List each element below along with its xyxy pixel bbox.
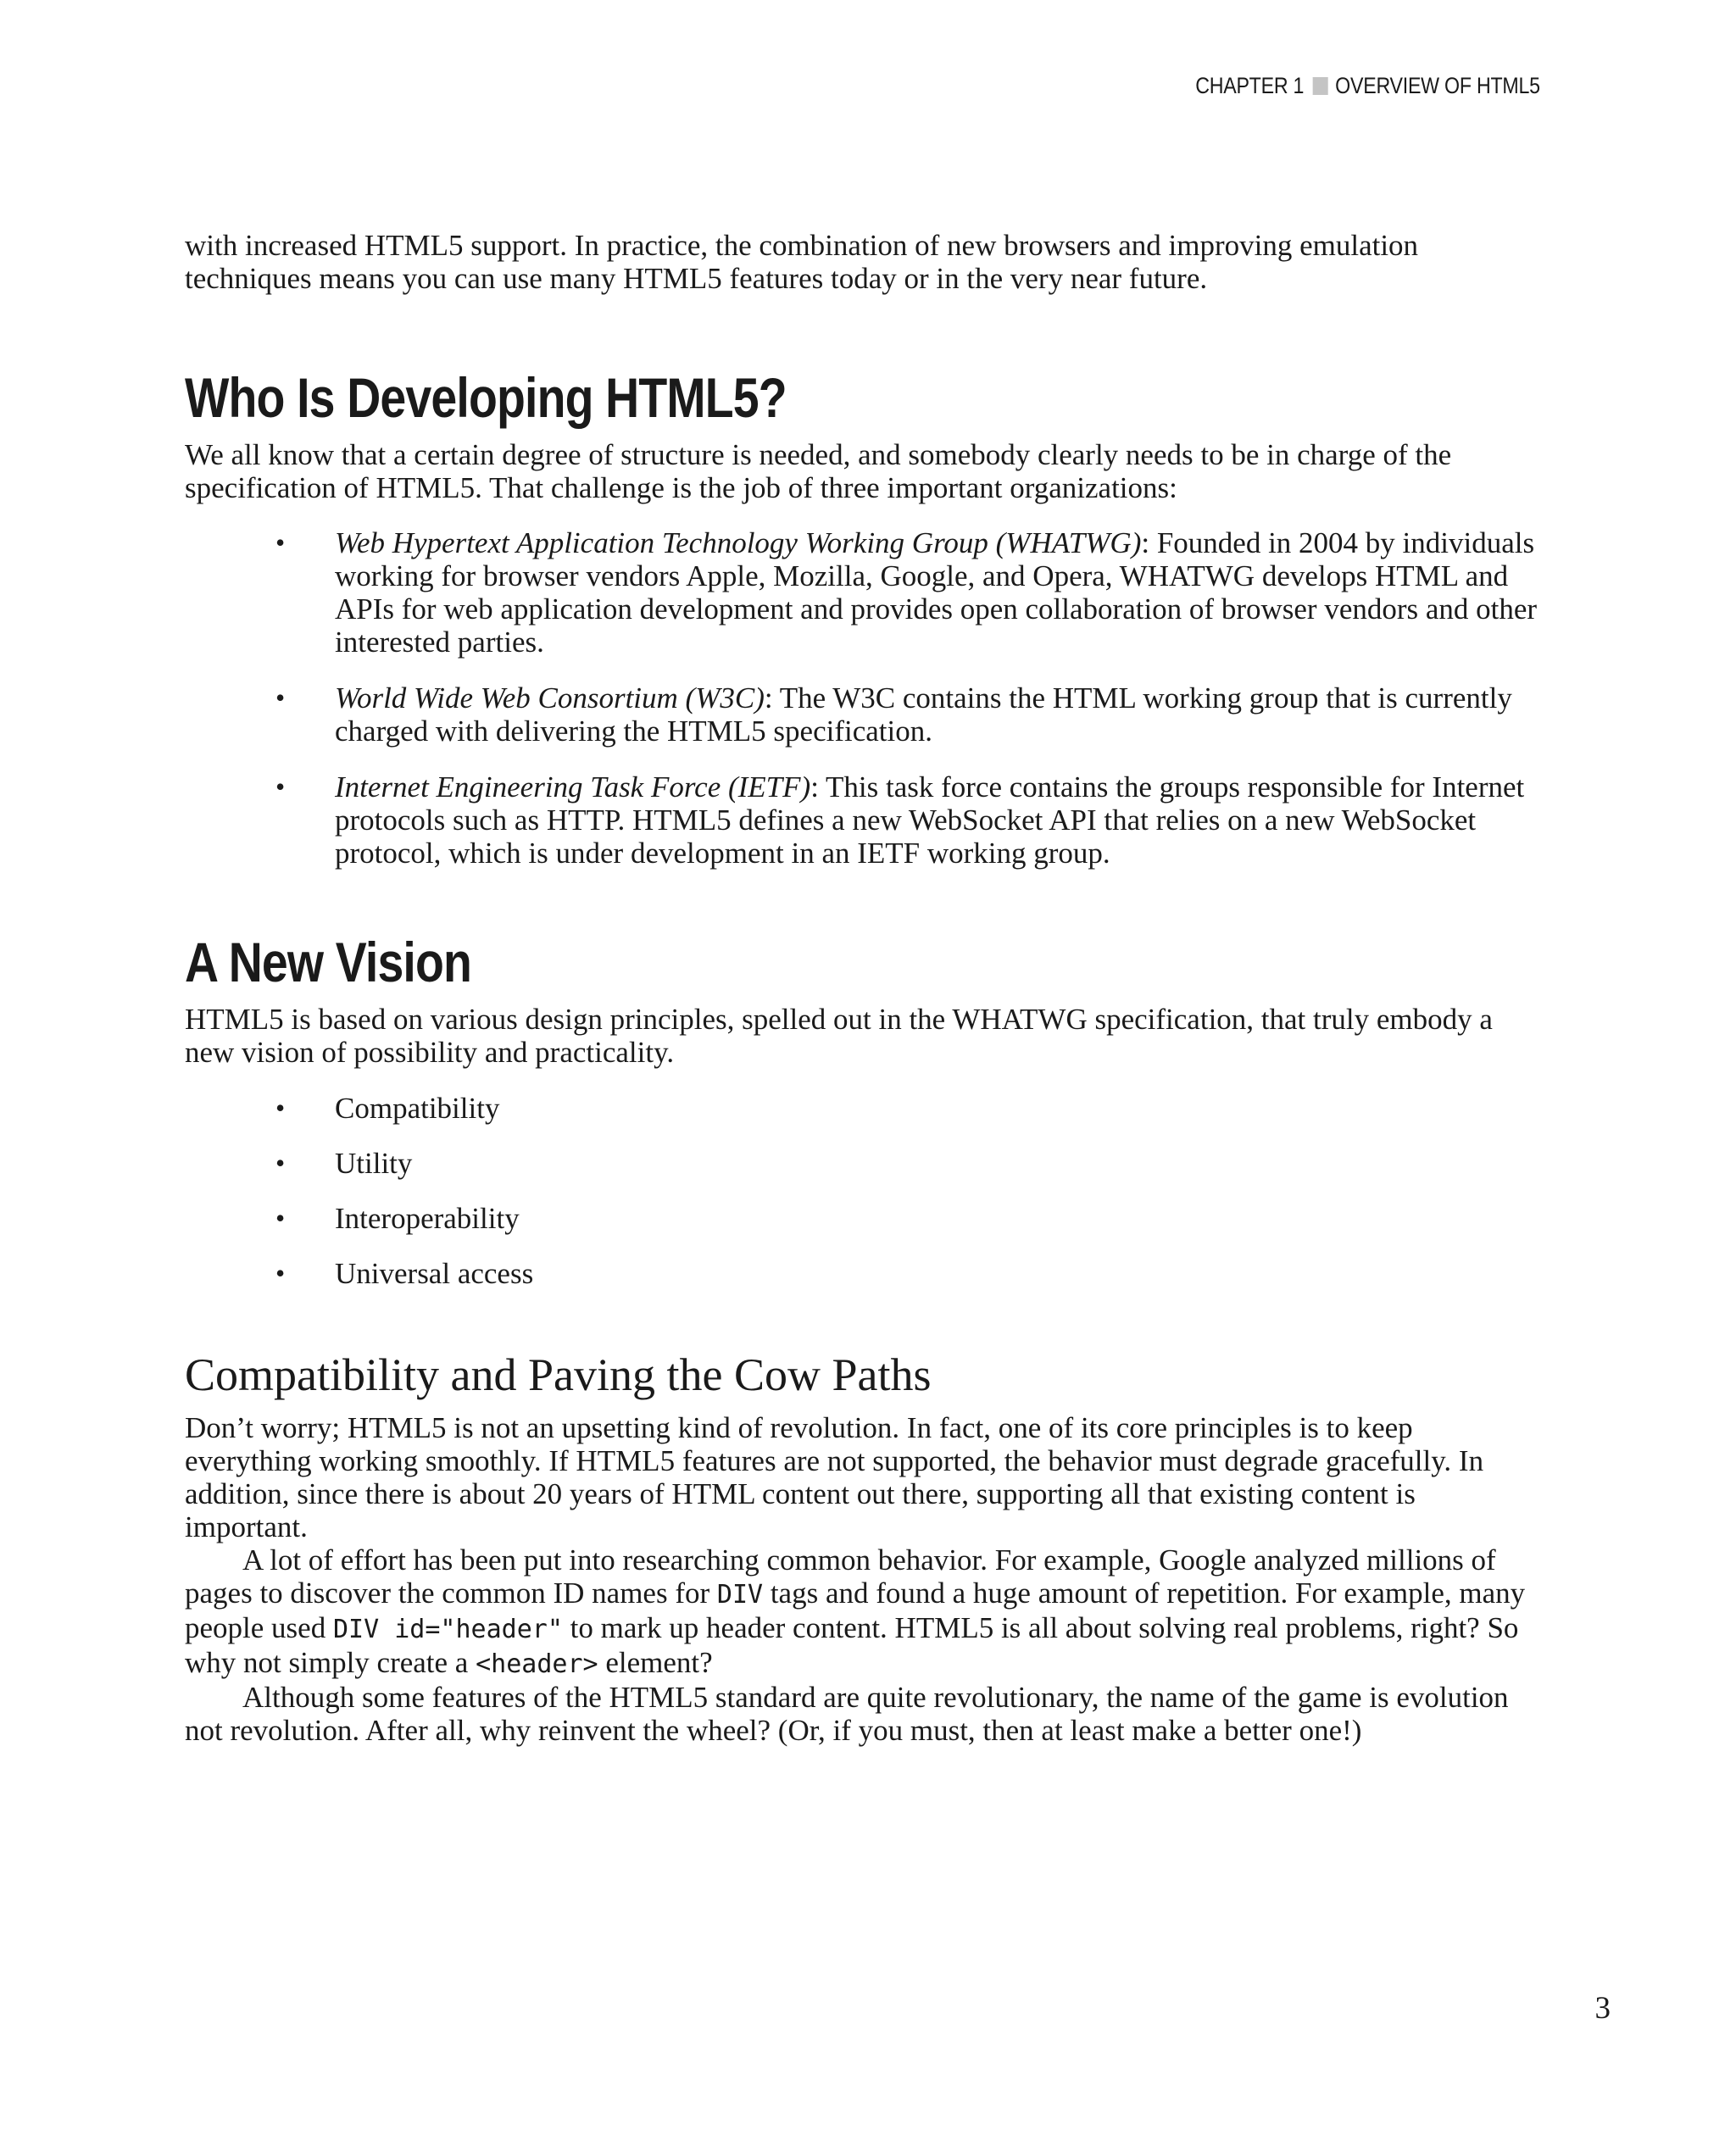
principle-label: Universal access xyxy=(335,1257,534,1290)
section3-paragraph-2 xyxy=(185,1543,1541,1681)
code-div-id-header: DIV id="header" xyxy=(332,1615,563,1644)
text-run: A lot of effort has been put into researching common behavior. For example, Google analyzed millions of pages to discover the common ID names for xyxy=(185,1543,1496,1610)
principle-label: Compatibility xyxy=(335,1092,500,1125)
bullet: • xyxy=(275,1203,286,1233)
org-name: Web Hypertext Application Technology Working Group (WHATWG) xyxy=(335,526,1142,559)
section3-paragraph-3: Although some features of the HTML5 standard are quite revolutionary, the name of the game is evolution not revolution. After all, why reinvent the wheel? (Or, if you must, then at least make a better one!) xyxy=(185,1681,1509,1747)
page-content xyxy=(185,229,1541,1747)
principle-label: Utility xyxy=(335,1147,413,1180)
bullet: • xyxy=(275,682,286,713)
section1-paragraph: We all know that a certain degree of structure is needed, and somebody clearly needs to be in charge of the specification of HTML5. That challenge is the job of three important organizations: xyxy=(185,438,1452,504)
principle-label: Interoperability xyxy=(335,1202,520,1235)
section-heading-who-is-developing: Who Is Developing HTML5? xyxy=(185,366,787,429)
org-description: : This task force contains the groups responsible for Internet protocols such as HTTP. HTML5 defines a new WebSocket API that relies on a new WebSocket protocol, which is under development in an IETF working group. xyxy=(335,770,1525,870)
org-name: Internet Engineering Task Force (IETF) xyxy=(335,770,811,804)
section2-paragraph: HTML5 is based on various design principles, spelled out in the WHATWG specification, that truly embody a new vision of possibility and practicality. xyxy=(185,1003,1493,1069)
text-run: tags and found a huge amount of repetition. For example, many people used xyxy=(185,1577,1526,1644)
list-item xyxy=(185,526,1541,659)
org-description: : Founded in 2004 by individuals working for browser vendors Apple, Mozilla, Google, and Opera, WHATWG develops HTML and APIs for web application development and provides open collaboration of browser vendors and other interested parties. xyxy=(335,526,1538,659)
code-div: DIV xyxy=(716,1580,764,1610)
header-separator-square xyxy=(1313,77,1328,95)
bullet: • xyxy=(275,771,286,802)
chapter-title: OVERVIEW OF HTML5 xyxy=(1335,73,1540,98)
list-item xyxy=(185,770,1541,870)
principles-list xyxy=(185,1092,1541,1290)
list-item xyxy=(185,681,1541,748)
list-item xyxy=(185,1257,1541,1290)
bullet: • xyxy=(275,1148,286,1178)
org-description: : The W3C contains the HTML working group that is currently charged with delivering the HTML5 specification. xyxy=(335,681,1512,748)
list-item xyxy=(185,1092,1541,1125)
text-run: element? xyxy=(598,1646,713,1679)
bullet: • xyxy=(275,1258,286,1288)
section-heading-compatibility: Compatibility and Paving the Cow Paths xyxy=(185,1349,932,1400)
org-name: World Wide Web Consortium (W3C) xyxy=(335,681,765,715)
organizations-list xyxy=(185,526,1541,870)
running-header xyxy=(1195,73,1540,99)
section-heading-new-vision: A New Vision xyxy=(185,931,472,993)
bullet: • xyxy=(275,1093,286,1123)
intro-paragraph: with increased HTML5 support. In practice, the combination of new browsers and improving emulation techniques means you can use many HTML5 features today or in the very near future. xyxy=(185,229,1419,295)
text-run: to mark up header content. HTML5 is all about solving real problems, right? So why not simply create a xyxy=(185,1611,1519,1679)
page-number: 3 xyxy=(1594,1991,1611,2026)
code-header-element: <header> xyxy=(476,1649,598,1679)
list-item xyxy=(185,1147,1541,1180)
list-item xyxy=(185,1202,1541,1235)
bullet: • xyxy=(275,527,286,558)
chapter-label: CHAPTER 1 xyxy=(1195,73,1305,98)
section3-paragraph-1: Don’t worry; HTML5 is not an upsetting kind of revolution. In fact, one of its core principles is to keep everything working smoothly. If HTML5 features are not supported, the behavior must degrade gracefully. In addition, since there is about 20 years of HTML content out there, supporting all that existing content is important. xyxy=(185,1411,1484,1543)
